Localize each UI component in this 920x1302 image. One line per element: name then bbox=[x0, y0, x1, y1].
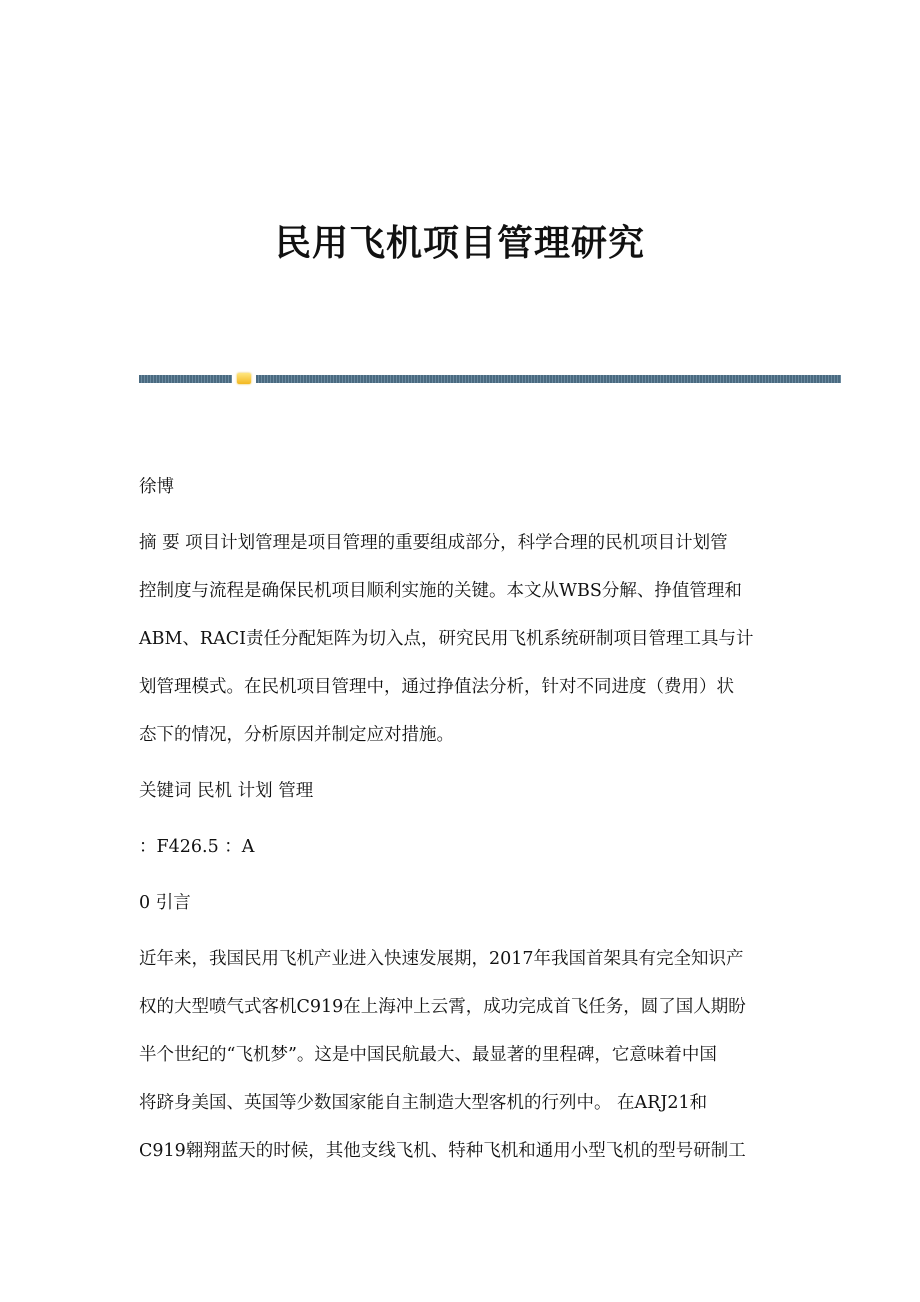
section-heading: 0 引言 bbox=[139, 893, 191, 913]
body-line: C919翱翔蓝天的时候，其他支线飞机、特种飞机和通用小型飞机的型号研制工 bbox=[139, 1141, 746, 1161]
title-divider-left bbox=[139, 375, 232, 383]
author: 徐博 bbox=[139, 477, 174, 497]
abstract-line: 摘 要 项目计划管理是项目管理的重要组成部分，科学合理的民机项目计划管 bbox=[139, 533, 728, 553]
document-title: 民用飞机项目管理研究 bbox=[274, 222, 645, 264]
abstract-line: 控制度与流程是确保民机项目顺利实施的关键。本文从WBS分解、挣值管理和 bbox=[139, 581, 742, 601]
divider-ornament-icon bbox=[237, 373, 251, 384]
body-line: 权的大型喷气式客机C919在上海冲上云霄，成功完成首飞任务，圆了国人期盼 bbox=[139, 997, 746, 1017]
classification: ：F426.5 ：A bbox=[139, 837, 255, 857]
abstract-line: 划管理模式。在民机项目管理中，通过挣值法分析，针对不同进度（费用）状 bbox=[139, 677, 734, 697]
abstract-line: ABM、RACI责任分配矩阵为切入点，研究民用飞机系统研制项目管理工具与计 bbox=[139, 629, 754, 649]
title-divider-right bbox=[256, 375, 841, 383]
body-line: 将跻身美国、英国等少数国家能自主制造大型客机的行列中。 在ARJ21和 bbox=[139, 1093, 708, 1113]
body-line: 近年来，我国民用飞机产业进入快速发展期，2017年我国首架具有完全知识产 bbox=[139, 949, 744, 969]
keywords: 关键词 民机 计划 管理 bbox=[139, 781, 314, 801]
abstract-line: 态下的情况，分析原因并制定应对措施。 bbox=[139, 725, 454, 745]
body-line: 半个世纪的“飞机梦”。这是中国民航最大、最显著的里程碑，它意味着中国 bbox=[139, 1045, 717, 1065]
